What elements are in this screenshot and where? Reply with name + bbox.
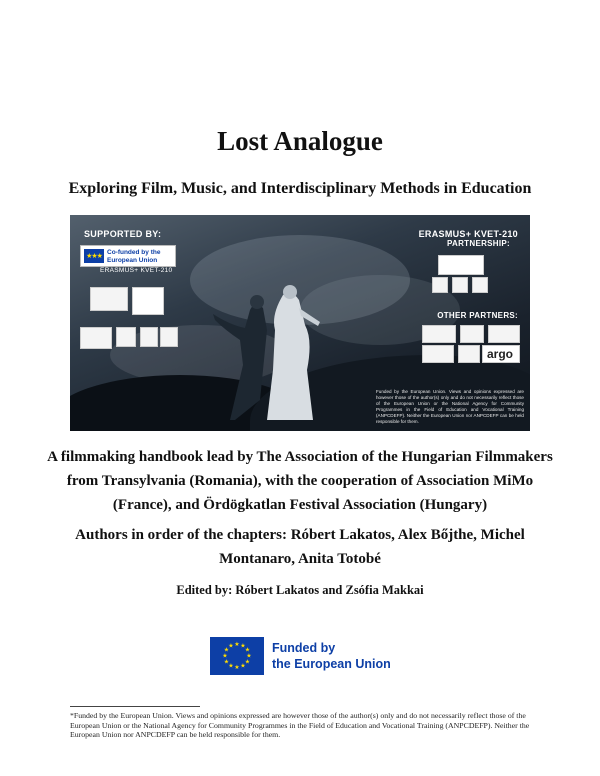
partner-logo-1 bbox=[90, 287, 128, 311]
partner-logo-2 bbox=[132, 287, 164, 315]
document-title: Lost Analogue bbox=[217, 126, 383, 156]
svg-text:★: ★ bbox=[223, 658, 230, 666]
other-partner-logo-5 bbox=[458, 345, 480, 363]
other-partner-logo-3 bbox=[488, 325, 520, 343]
svg-text:★: ★ bbox=[244, 658, 251, 666]
handbook-description: A filmmaking handbook lead by The Association of the Hungarian Filmmakers from Transylvania (Romania), with the cooperation of Association MiMo (France), and Ördögkatlan Festival Association (Hungary) bbox=[47, 449, 553, 513]
partnership-logo-b bbox=[452, 277, 468, 293]
svg-text:★: ★ bbox=[228, 642, 234, 650]
svg-text:★: ★ bbox=[246, 652, 252, 660]
document-subtitle: Exploring Film, Music, and Interdisciplinary Methods in Education bbox=[68, 180, 532, 197]
footnote: *Funded by the European Union. Views and opinions expressed are however those of the author(s) only and do not necessarily reflect those of the European Union or the National Agency for Community Programmes in the Field of Education and Vocational Training (ANPCDEFP). Neither the European Union nor ANPCDEFP can be held responsible for them. bbox=[70, 711, 530, 740]
edited-by-line: Edited by: Róbert Lakatos and Zsófia Makkai bbox=[176, 583, 424, 597]
partnership-logo-main bbox=[438, 255, 484, 275]
cover-banner-image bbox=[70, 215, 530, 431]
eu-cofunded-logo bbox=[80, 245, 176, 267]
argo-logo bbox=[482, 345, 520, 363]
svg-text:★: ★ bbox=[222, 652, 228, 660]
other-partner-logo-4 bbox=[422, 345, 454, 363]
svg-text:★: ★ bbox=[228, 662, 234, 670]
eu-stars-icon: ★★★ bbox=[86, 253, 102, 260]
partnership-logo-c bbox=[472, 277, 488, 293]
svg-text:★: ★ bbox=[240, 642, 246, 650]
other-partner-logo-1 bbox=[422, 325, 456, 343]
authors-line: Authors in order of the chapters: Róbert Lakatos, Alex Bőjthe, Michel Montanaro, Anita Totobé bbox=[75, 527, 525, 567]
partner-logo-5 bbox=[140, 327, 158, 347]
other-partners-label: OTHER PARTNERS: bbox=[437, 311, 518, 320]
funded-by-line2: the European Union bbox=[272, 657, 391, 671]
svg-text:★: ★ bbox=[244, 646, 251, 654]
svg-text:★: ★ bbox=[240, 662, 246, 670]
svg-text:★: ★ bbox=[223, 646, 230, 654]
eu-flag-icon bbox=[210, 637, 264, 675]
funded-by-line1: Funded by bbox=[272, 641, 336, 655]
figures-illustration bbox=[195, 270, 345, 420]
argo-logo-text: argo bbox=[487, 347, 514, 361]
partner-logo-3 bbox=[80, 327, 112, 349]
erasmus-right-label: ERASMUS+ KVET-210 bbox=[418, 229, 518, 239]
footnote-divider bbox=[70, 706, 200, 707]
erasmus-left-label: ERASMUS+ KVET-210 bbox=[100, 267, 173, 274]
svg-text:★: ★ bbox=[234, 641, 240, 648]
banner-disclaimer: Funded by the European Union. Views and opinions expressed are however those of the author(s) only and do not necessarily reflect those of the European Union or the National Agency for Community Programmes in the Field of Education and Vocational Training (ANPCDEFP). Neither the European Union nor ANPCDEFP can be held responsible for them. bbox=[376, 389, 524, 424]
eu-cofunded-text: Co-funded by the European Union bbox=[107, 249, 161, 264]
other-partner-logo-2 bbox=[460, 325, 484, 343]
partner-logo-6 bbox=[160, 327, 178, 347]
funded-by-eu-logo bbox=[210, 637, 400, 675]
partner-logo-4 bbox=[116, 327, 136, 347]
partnership-label: PARTNERSHIP: bbox=[446, 239, 510, 248]
svg-text:★: ★ bbox=[234, 664, 240, 671]
partnership-logo-a bbox=[432, 277, 448, 293]
supported-by-label: SUPPORTED BY: bbox=[84, 229, 162, 239]
